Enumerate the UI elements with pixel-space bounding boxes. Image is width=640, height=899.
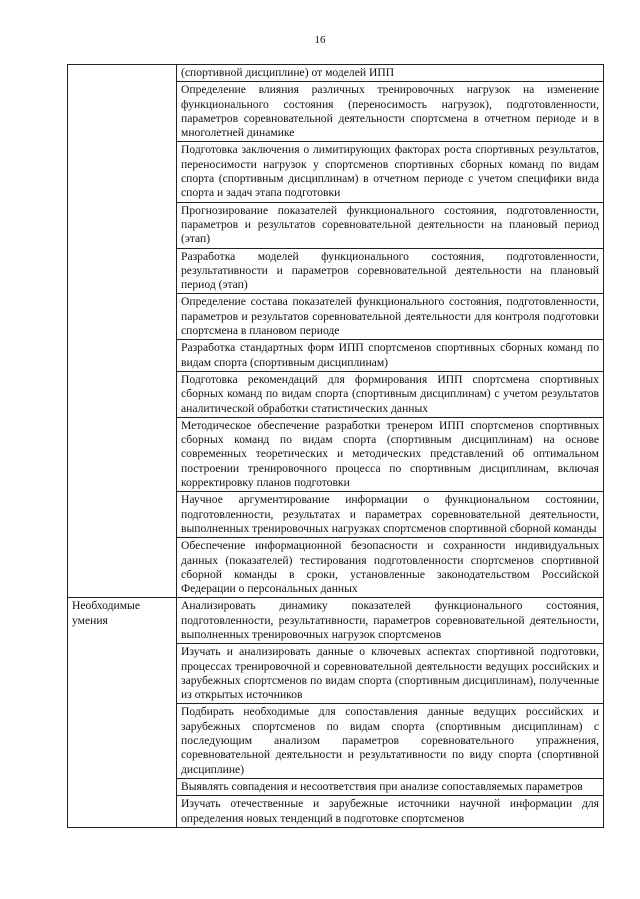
activity-item: Анализировать динамику показателей функционального состояния, подготовленности, результативности, параметров соревновательной деятельности, выполненных тренировочных нагрузок спортсменов [177,598,604,644]
activity-item: Подбирать необходимые для сопоставления данные ведущих российских и зарубежных спортсменов по видам спорта (спортивным дисциплинам) с последующим анализом параметров соревновательного упражнения, соревновательной деятельности и результативности по виду спорта (спортивной дисциплине) [177,704,604,778]
activity-item: Определение влияния различных тренировочных нагрузок на изменение функционального состояния (переносимость нагрузок), подготовленности, параметров соревновательной деятельности спортсмена в отчетном периоде и в многолетней динамике [177,82,604,142]
activity-item: Изучать отечественные и зарубежные источники научной информации для определения новых тенденций в подготовке спортсменов [177,796,604,828]
activity-item: Разработка моделей функционального состояния, подготовленности, результативности и параметров соревновательной деятельности на плановый период (этап) [177,248,604,294]
activity-item: Научное аргументирование информации о функциональном состоянии, подготовленности, результатах и параметрах соревновательной деятельности, выполненных тренировочных нагрузках спортсменов спортивной сборной команды [177,492,604,538]
activity-item: Изучать и анализировать данные о ключевых аспектах спортивной подготовки, процессах тренировочной и соревновательной деятельности ведущих российских и зарубежных спортсменов по видам спорта (спортивным дисциплинам), полученные из открытых источников [177,644,604,704]
table-row [68,65,604,82]
activity-item: Обеспечение информационной безопасности и сохранности индивидуальных данных (показателей) тестирования подготовленности спортсменов спортивной сборной команды в сроки, установленные законодательством Российской Федерации о персональных данных [177,538,604,598]
table-row [68,598,604,644]
page-number: 16 [314,34,326,46]
section-label [68,65,177,598]
table-body [68,65,604,828]
activity-item: Разработка стандартных форм ИПП спортсменов спортивных сборных команд по видам спорта (спортивным дисциплинам) [177,340,604,372]
activity-item: Выявлять совпадения и несоответствия при анализе сопоставляемых параметров [177,778,604,795]
activity-item: (спортивной дисциплине) от моделей ИПП [177,65,604,82]
activity-item: Определение состава показателей функционального состояния, подготовленности, параметров и результатов соревновательной деятельности для контроля подготовки спортсмена в плановом периоде [177,294,604,340]
activity-item: Подготовка заключения о лимитирующих факторах роста спортивных результатов, переносимости нагрузок у спортсменов спортивных сборных команд по видам спорта (спортивным дисциплинам) в отчетном периоде с учетом специфики вида спорта и задач этапа подготовки [177,142,604,202]
activity-item: Подготовка рекомендаций для формирования ИПП спортсмена спортивных сборных команд по видам спорта (спортивным дисциплинам) с учетом результатов аналитической обработки статистических данных [177,371,604,417]
competency-table [67,64,604,828]
section-label: Необходимые умения [68,598,177,827]
activity-item: Методическое обеспечение разработки тренером ИПП спортсменов спортивных сборных команд по видам спорта (спортивным дисциплинам) на основе современных теоретических и методических представлений об оптимальном построении тренировочного процесса по спортивным дисциплинам, включая корректировку планов подготовки [177,417,604,491]
activity-item: Прогнозирование показателей функционального состояния, подготовленности, параметров и результатов соревновательной деятельности на плановый период (этап) [177,202,604,248]
